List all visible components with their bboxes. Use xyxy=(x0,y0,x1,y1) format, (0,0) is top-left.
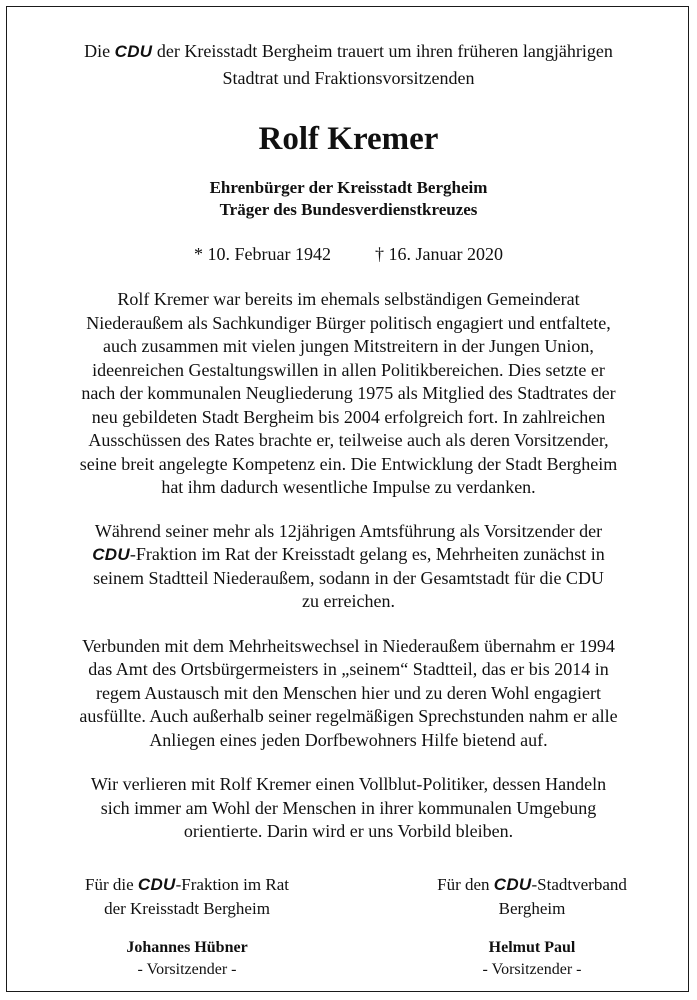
signer-org-post: -Stadtverband xyxy=(531,875,627,894)
text-line: Verbunden mit dem Mehrheitswechsel in Niederaußem übernahm er 1994 xyxy=(82,635,615,656)
signer-org-pre: Für den xyxy=(437,875,490,894)
signer-org xyxy=(37,873,337,897)
signer-name: Helmut Paul xyxy=(488,939,576,956)
cdu-logo-text: CDU xyxy=(137,875,176,894)
text-line: Rolf Kremer war bereits im ehemals selbständigen Gemeinderat xyxy=(117,289,580,309)
text-line: -Fraktion im Rat der Kreisstadt gelang es, Mehrheiten zunächst in xyxy=(129,544,605,564)
text-line: Niederaußem als Sachkundiger Bürger politisch engagiert und entfaltete, xyxy=(86,312,611,333)
paragraph-leadership xyxy=(22,520,675,614)
text-line: Anliegen eines jeden Dorfbewohners Hilfe bietend auf. xyxy=(149,729,548,750)
text-line: Wir verlieren mit Rolf Kremer einen Vollblut-Politiker, dessen Handeln xyxy=(90,774,607,794)
birth-date: * 10. Februar 1942 xyxy=(194,244,331,264)
text-line: seinem Stadtteil Niederaußem, sodann in der Gesamtstadt für die CDU xyxy=(93,567,604,588)
signer-org-pre: Für die xyxy=(85,875,134,894)
text-line: zu erreichen. xyxy=(302,591,395,611)
signer-org-line2: der Kreisstadt Bergheim xyxy=(104,899,270,918)
death-date: † 16. Januar 2020 xyxy=(375,244,503,264)
intro-pre: Die xyxy=(84,41,111,61)
text-line: ideenreichen Gestaltungswillen in allen Politikbereichen. Dies setzte er xyxy=(92,359,605,380)
signer-org xyxy=(382,873,682,897)
paragraph-mayor xyxy=(22,635,675,753)
paragraph-closing xyxy=(22,773,675,844)
signer-fraction xyxy=(37,873,337,981)
intro-text xyxy=(22,38,675,91)
text-line: Ausschüssen des Rates brachte er, teilweise auch als deren Vorsitzender, xyxy=(88,430,609,450)
text-line: regem Austausch mit den Menschen hier und zu deren Wohl engagiert xyxy=(95,682,602,703)
intro-post: der Kreisstadt Bergheim trauert um ihren früheren langjährigen xyxy=(156,41,613,61)
text-line: Während seiner mehr als 12jährigen Amtsführung als Vorsitzender der xyxy=(94,520,603,541)
text-line: nach der kommunalen Neugliederung 1975 als Mitglied des Stadtrates der xyxy=(81,383,616,403)
signatories xyxy=(22,873,675,978)
cdu-logo-text: CDU xyxy=(92,545,130,564)
deceased-name: Rolf Kremer xyxy=(258,121,439,157)
cdu-logo-text: CDU xyxy=(493,875,532,894)
title-line: Ehrenbürger der Kreisstadt Bergheim xyxy=(209,178,488,197)
signer-org-line2: Bergheim xyxy=(498,899,566,918)
paragraph-career xyxy=(22,288,675,500)
text-line: hat ihm dadurch wesentliche Impulse zu verdanken. xyxy=(161,477,536,497)
signer-name: Johannes Hübner xyxy=(126,939,248,956)
text-line: auch zusammen mit vielen jungen Mitstreitern in der Jungen Union, xyxy=(103,336,594,356)
title-line: Träger des Bundesverdienstkreuzes xyxy=(219,200,478,219)
life-dates xyxy=(22,242,675,266)
signer-role: - Vorsitzender - xyxy=(137,961,237,978)
signer-role: - Vorsitzender - xyxy=(482,961,582,978)
text-line: ausfüllte. Auch außerhalb seiner regelmäßigen Sprechstunden nahm er alle xyxy=(79,706,618,726)
cdu-logo-text: CDU xyxy=(114,42,153,61)
honorary-titles xyxy=(22,177,675,221)
signer-org-post: -Fraktion im Rat xyxy=(175,875,289,894)
text-line: das Amt des Ortsbürgermeisters in „seinem“ Stadtteil, das er bis 2014 in xyxy=(88,659,609,679)
text-line: neu gebildeten Stadt Bergheim bis 2004 erfolgreich fort. In zahlreichen xyxy=(91,406,606,427)
signer-stadtverband xyxy=(382,873,682,981)
text-line: seine breit angelegte Kompetenz ein. Die Entwicklung der Stadt Bergheim xyxy=(79,453,618,474)
intro-line2: Stadtrat und Fraktionsvorsitzenden xyxy=(222,68,475,88)
text-line: orientierte. Darin wird er uns Vorbild bleiben. xyxy=(183,821,514,841)
text-line: sich immer am Wohl der Menschen in ihrer kommunalen Umgebung xyxy=(100,797,597,818)
obituary-notice xyxy=(22,38,675,844)
